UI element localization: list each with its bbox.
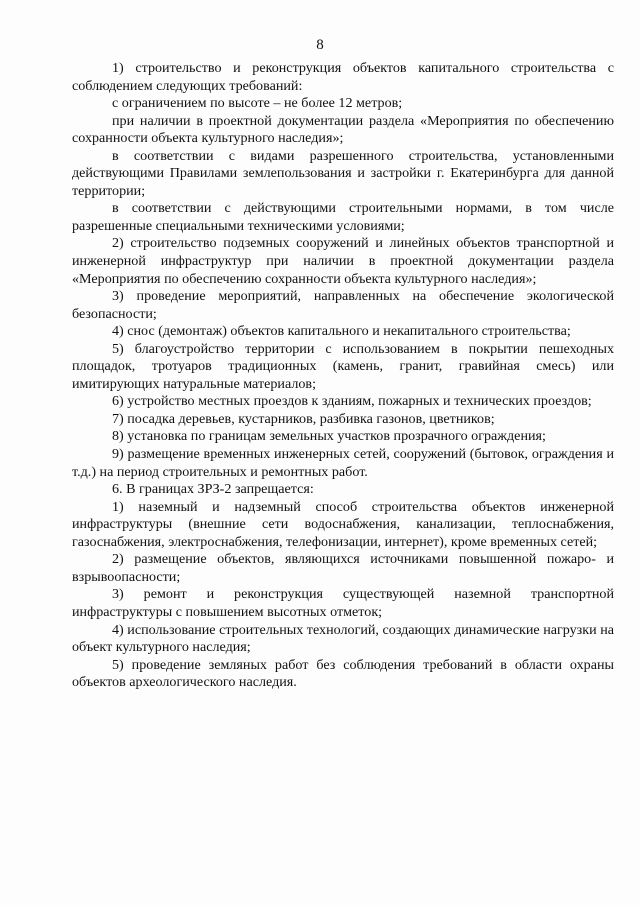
page-number: 8 xyxy=(316,37,324,53)
paragraph: 7) посадка деревьев, кустарников, разбивка газонов, цветников; xyxy=(112,410,495,427)
paragraph: 2) строительство подземных сооружений и линейных объектов транспортной и инженерной инфраструктур при наличии в проектной документации раздела «Мероприятия по обеспечению сохранности объекта культурного наследия»; xyxy=(72,235,614,287)
paragraph: 1) наземный и надземный способ строительства объектов инженерной инфраструктуры (внешние сети водоснабжения, канализации, теплоснабжения, газоснабжения, электроснабжения, телефонизации, интернет), кроме временных сетей; xyxy=(72,498,614,550)
paragraph: 4) использование строительных технологий, создающих динамические нагрузки на объект культурного наследия; xyxy=(72,621,614,656)
section-heading: 6. В границах ЗРЗ-2 запрещается: xyxy=(112,481,314,498)
paragraph: 6) устройство местных проездов к зданиям, пожарных и технических проездов; xyxy=(112,393,592,410)
paragraph: в соответствии с видами разрешенного строительства, установленными действующими Правилами землепользования и застройки г. Екатеринбурга для данной территории; xyxy=(72,147,614,199)
paragraph: при наличии в проектной документации раздела «Мероприятия по обеспечению сохранности объекта культурного наследия»; xyxy=(72,112,614,147)
paragraph: 5) благоустройство территории с использованием в покрытии пешеходных площадок, тротуаров традиционных (камень, гранит, гравийная смесь) или имитирующих натуральные материалов; xyxy=(72,340,614,392)
paragraph: 3) ремонт и реконструкция существующей наземной транспортной инфраструктуры с повышением высотных отметок; xyxy=(72,586,614,620)
paragraph: 1) строительство и реконструкция объектов капитального строительства с соблюдением следующих требований: xyxy=(72,60,614,94)
paragraph: в соответствии с действующими строительными нормами, в том числе разрешенные специальными техническими условиями; xyxy=(72,200,614,234)
paragraph: 2) размещение объектов, являющихся источниками повышенной пожаро- и взрывоопасности; xyxy=(72,551,614,585)
paragraph: с ограничением по высоте – не более 12 метров; xyxy=(112,95,403,112)
paragraph: 3) проведение мероприятий, направленных на обеспечение экологической безопасности; xyxy=(72,288,614,322)
paragraph: 9) размещение временных инженерных сетей, сооружений (бытовок, ограждения и т.д.) на период строительных и ремонтных работ. xyxy=(72,446,614,480)
document-body xyxy=(72,60,614,692)
paragraph: 4) снос (демонтаж) объектов капитального и некапитального строительства; xyxy=(112,323,571,340)
paragraph: 5) проведение земляных работ без соблюдения требований в области охраны объектов археологического наследия. xyxy=(72,656,614,691)
paragraph: 8) установка по границам земельных участков прозрачного ограждения; xyxy=(112,428,546,445)
